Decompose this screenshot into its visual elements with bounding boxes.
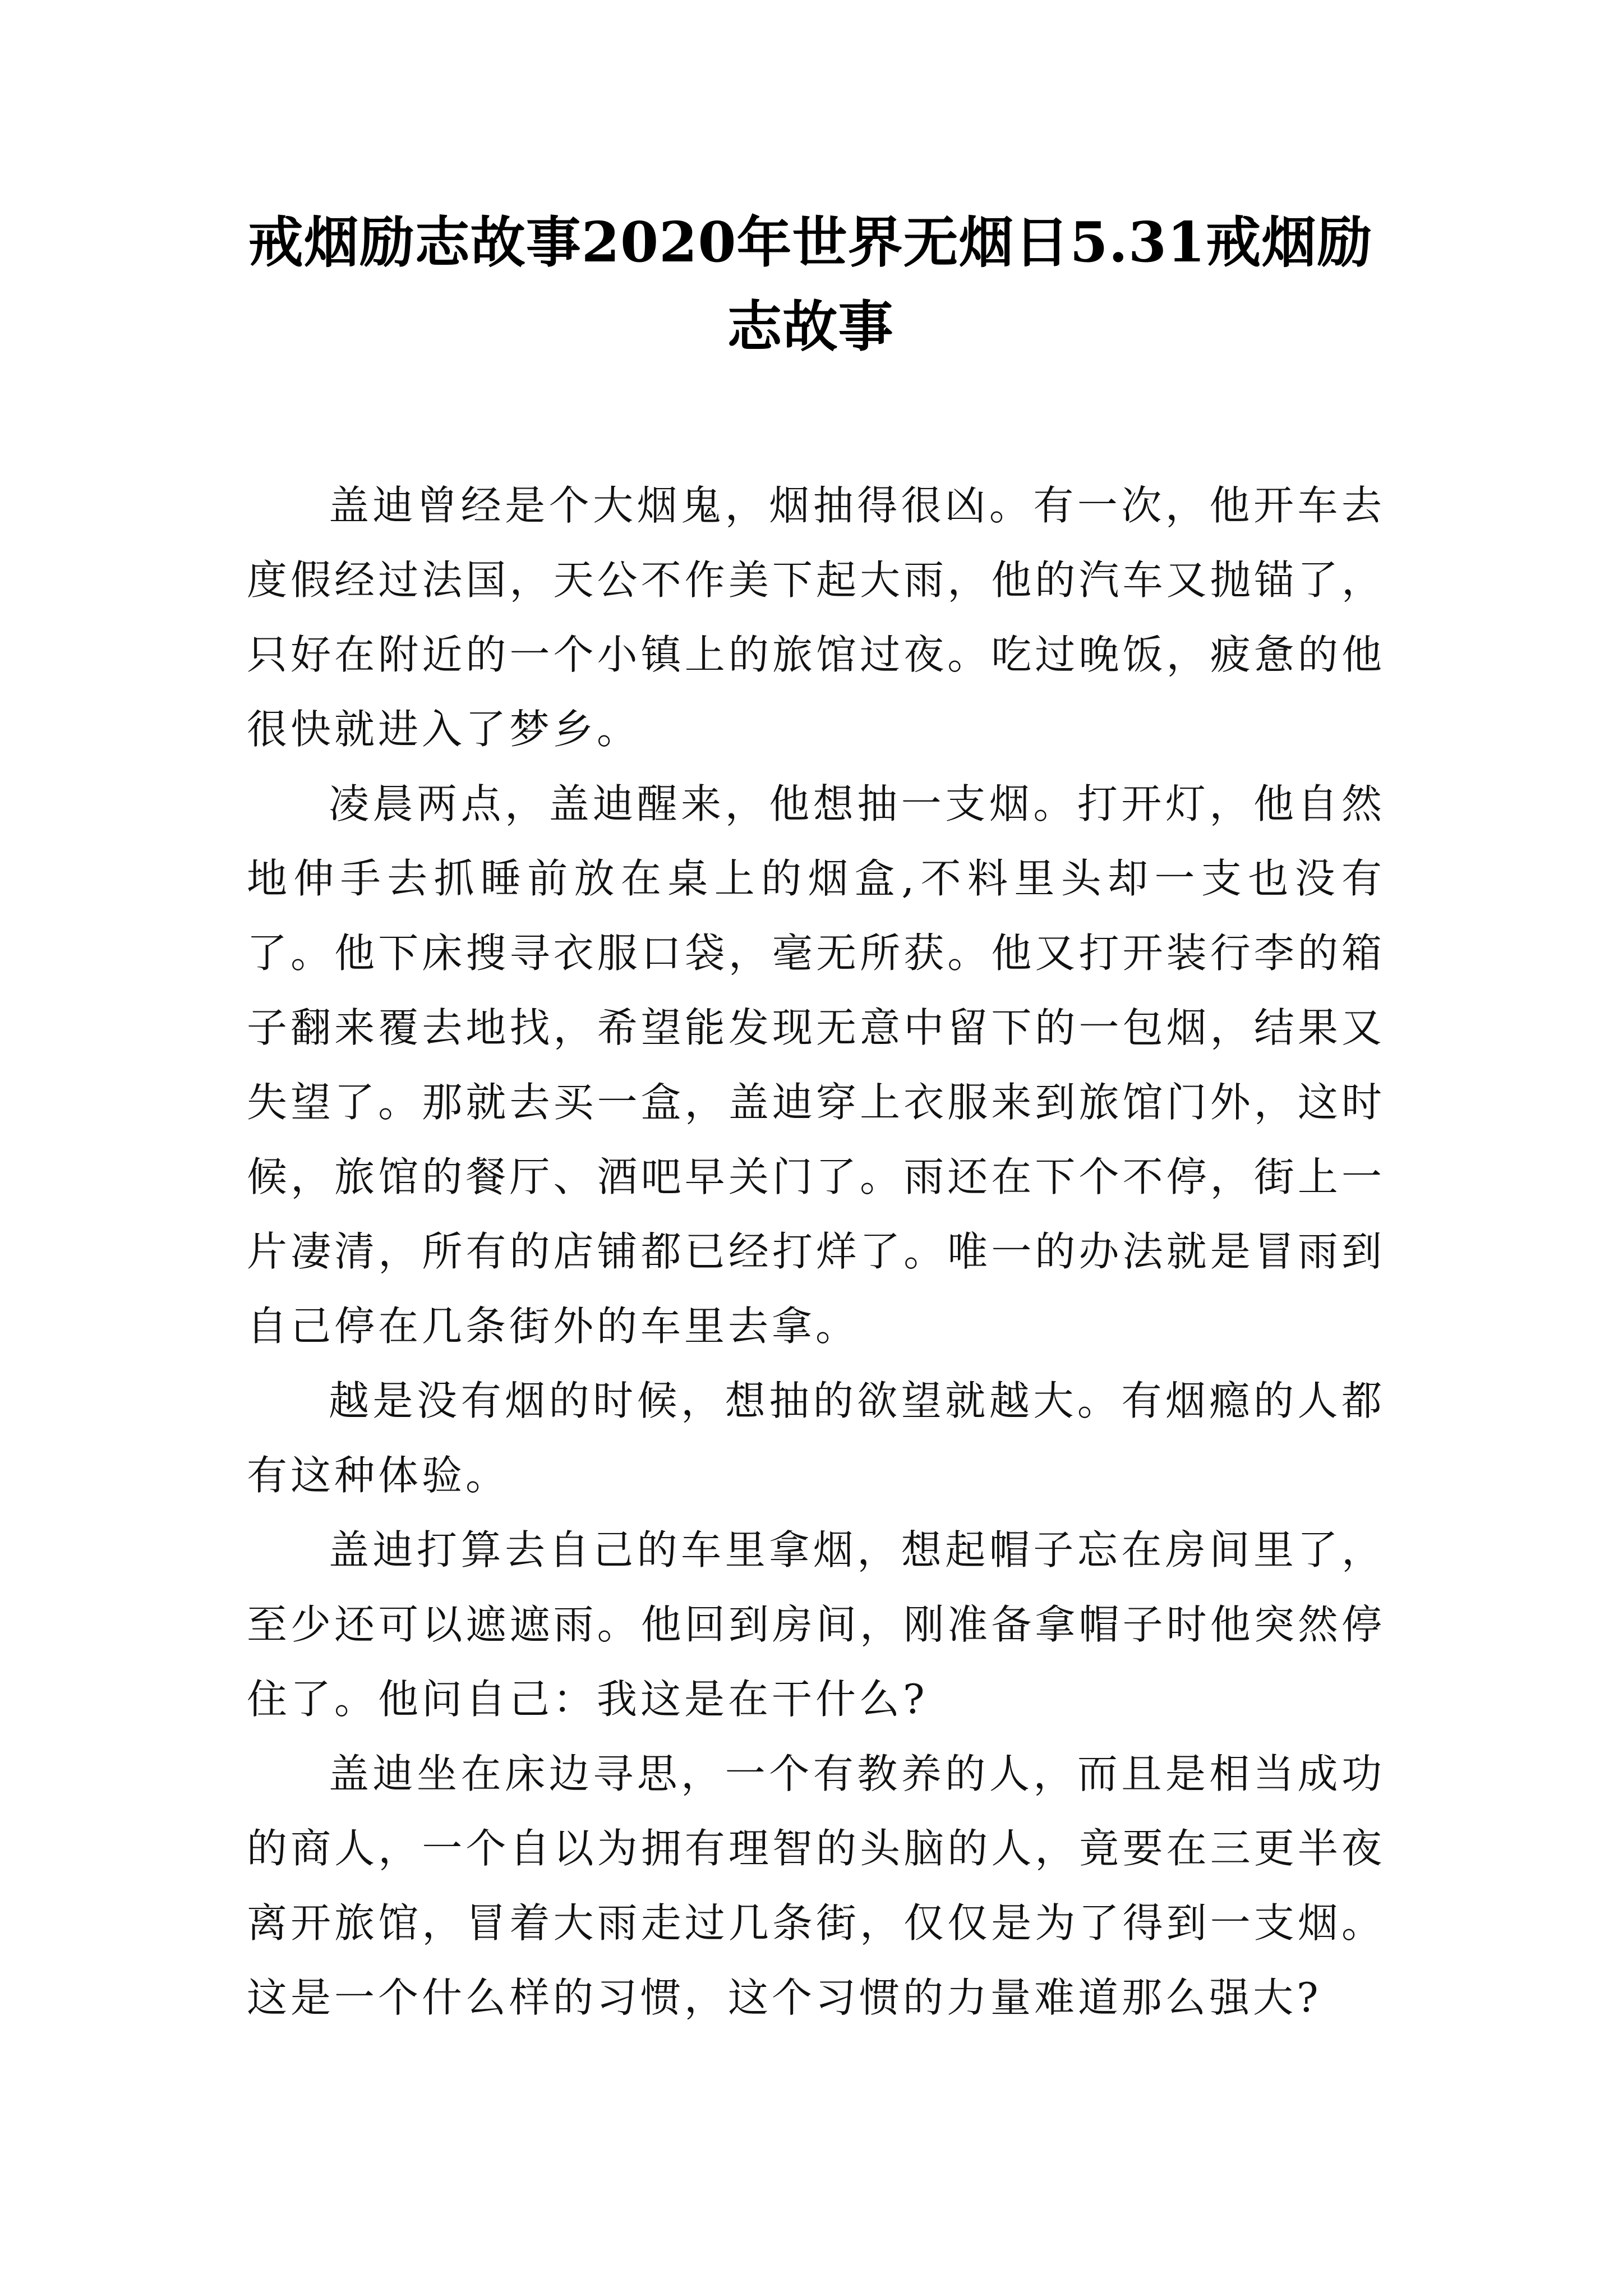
paragraph: 盖迪坐在床边寻思，一个有教养的人，而且是相当成功的商人，一个自以为拥有理智的头脑的人，竟要在三更半夜离开旅馆，冒着大雨走过几条街，仅仅是为了得到一支烟。这是一个什么样的习惯，这个习惯的力量难道那么强大? — [247, 1750, 1385, 2021]
paragraph: 盖迪曾经是个大烟鬼，烟抽得很凶。有一次，他开车去度假经过法国，天公不作美下起大雨，他的汽车又抛锚了，只好在附近的一个小镇上的旅馆过夜。吃过晚饭，疲惫的他很快就进入了梦乡。 — [247, 482, 1385, 753]
paragraph: 凌晨两点，盖迪醒来，他想抽一支烟。打开灯，他自然地伸手去抓睡前放在桌上的烟盒,不料里头却一支也没有了。他下床搜寻衣服口袋，毫无所获。他又打开装行李的箱子翻来覆去地找，希望能发现无意中留下的一包烟，结果又失望了。那就去买一盒，盖迪穿上衣服来到旅馆门外，这时候，旅馆的餐厅、酒吧早关门了。雨还在下个不停，街上一片凄清，所有的店铺都已经打烊了。唯一的办法就是冒雨到自己停在几条街外的车里去拿。 — [247, 780, 1385, 1350]
document-body — [247, 468, 1385, 2035]
paragraph: 盖迪打算去自己的车里拿烟，想起帽子忘在房间里了，至少还可以遮遮雨。他回到房间，刚准备拿帽子时他突然停住了。他问自己：我这是在干什么? — [247, 1526, 1385, 1723]
document-title: 戒烟励志故事2020年世界无烟日5.31戒烟励志故事 — [248, 210, 1373, 359]
paragraph: 越是没有烟的时候，想抽的欲望就越大。有烟瘾的人都有这种体验。 — [247, 1377, 1385, 1499]
